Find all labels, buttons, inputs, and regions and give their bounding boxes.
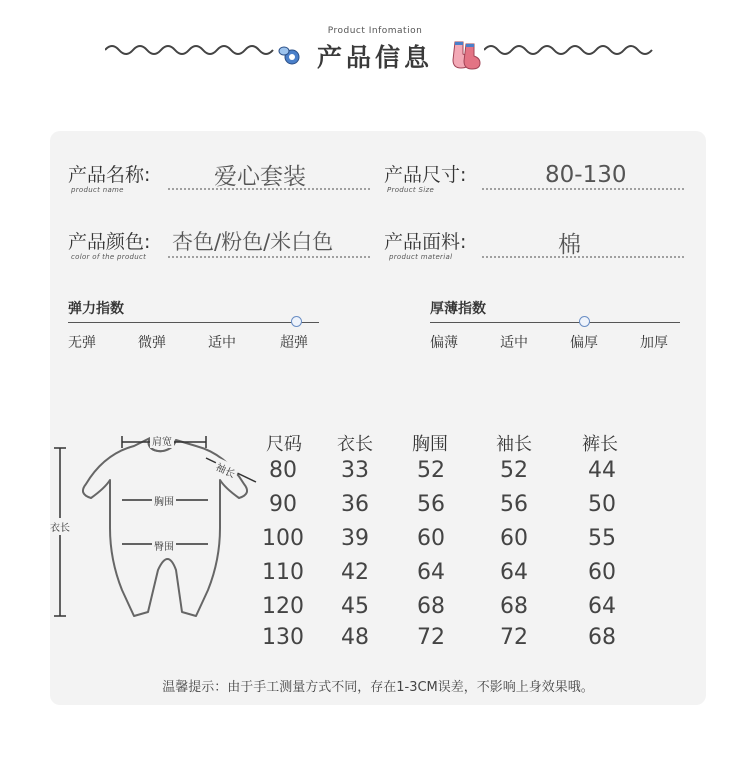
table-cell: 56 bbox=[417, 492, 445, 517]
product-name-underline bbox=[168, 188, 370, 190]
elasticity-indicator bbox=[291, 316, 302, 327]
elasticity-option: 超弹 bbox=[280, 335, 308, 351]
table-cell: 44 bbox=[588, 458, 616, 483]
pacifier-icon bbox=[276, 42, 302, 68]
product-color-value: 杏色/粉色/米白色 bbox=[172, 230, 334, 254]
table-cell: 50 bbox=[588, 492, 616, 517]
product-color-label: 产品颜色: bbox=[68, 231, 151, 253]
measurement-note: 温馨提示：由于手工测量方式不同，存在1-3CM误差，不影响上身效果哦。 bbox=[162, 680, 594, 695]
table-cell: 80 bbox=[269, 458, 297, 483]
table-cell: 72 bbox=[500, 625, 528, 650]
table-header: 尺码 bbox=[266, 434, 302, 455]
length-label: 衣长 bbox=[50, 518, 70, 535]
elasticity-option: 无弹 bbox=[68, 335, 96, 351]
product-size-underline bbox=[482, 188, 684, 190]
romper-diagram bbox=[50, 420, 265, 625]
table-cell: 48 bbox=[341, 625, 369, 650]
baby-socks-icon bbox=[449, 40, 481, 70]
page-title: 产品信息 bbox=[316, 43, 433, 72]
table-cell: 39 bbox=[341, 526, 369, 551]
hip-label: 臀围 bbox=[152, 538, 176, 553]
table-cell: 110 bbox=[262, 560, 304, 585]
table-header: 胸围 bbox=[412, 434, 448, 455]
product-size-label: 产品尺寸: bbox=[384, 164, 467, 186]
table-cell: 68 bbox=[500, 594, 528, 619]
table-cell: 64 bbox=[417, 560, 445, 585]
table-cell: 68 bbox=[588, 625, 616, 650]
table-cell: 45 bbox=[341, 594, 369, 619]
table-cell: 36 bbox=[341, 492, 369, 517]
table-cell: 56 bbox=[500, 492, 528, 517]
table-cell: 60 bbox=[417, 526, 445, 551]
chest-label: 胸围 bbox=[152, 493, 176, 508]
table-cell: 100 bbox=[262, 526, 304, 551]
thickness-title: 厚薄指数 bbox=[430, 301, 486, 317]
thickness-option: 适中 bbox=[500, 335, 528, 351]
wave-divider-right bbox=[484, 42, 656, 58]
product-name-label-en: product name bbox=[71, 186, 124, 194]
product-size-value: 80-130 bbox=[545, 162, 627, 188]
thickness-option: 偏厚 bbox=[570, 335, 598, 351]
table-cell: 52 bbox=[500, 458, 528, 483]
table-cell: 33 bbox=[341, 458, 369, 483]
product-color-underline bbox=[168, 256, 370, 258]
wave-divider-left bbox=[105, 42, 277, 58]
table-cell: 60 bbox=[500, 526, 528, 551]
elasticity-title: 弹力指数 bbox=[68, 301, 124, 317]
table-cell: 42 bbox=[341, 560, 369, 585]
thickness-track bbox=[430, 322, 680, 323]
product-color-label-en: color of the product bbox=[71, 253, 147, 261]
table-header: 袖长 bbox=[496, 434, 532, 455]
table-header: 裤长 bbox=[582, 434, 618, 455]
elasticity-option: 适中 bbox=[208, 335, 236, 351]
table-cell: 120 bbox=[262, 594, 304, 619]
elasticity-track bbox=[68, 322, 319, 323]
sleeve-label: 袖长 bbox=[212, 458, 240, 482]
product-size-label-en: Product Size bbox=[387, 186, 435, 194]
product-material-label-en: product material bbox=[389, 253, 453, 261]
table-cell: 64 bbox=[500, 560, 528, 585]
header-subtitle: Product Infomation bbox=[327, 26, 423, 36]
table-cell: 72 bbox=[417, 625, 445, 650]
product-name-label: 产品名称: bbox=[68, 164, 151, 186]
table-cell: 52 bbox=[417, 458, 445, 483]
product-material-label: 产品面料: bbox=[384, 231, 467, 253]
thickness-option: 加厚 bbox=[640, 335, 668, 351]
table-header: 衣长 bbox=[337, 434, 373, 455]
table-cell: 130 bbox=[262, 625, 304, 650]
product-name-value: 爱心套装 bbox=[214, 164, 306, 190]
product-material-underline bbox=[482, 256, 684, 258]
table-cell: 64 bbox=[588, 594, 616, 619]
table-cell: 90 bbox=[269, 492, 297, 517]
table-cell: 55 bbox=[588, 526, 616, 551]
product-material-value: 棉 bbox=[558, 232, 581, 258]
table-cell: 60 bbox=[588, 560, 616, 585]
thickness-option: 偏薄 bbox=[430, 335, 458, 351]
table-cell: 68 bbox=[417, 594, 445, 619]
shoulder-label: 肩宽 bbox=[150, 433, 174, 448]
thickness-indicator bbox=[579, 316, 590, 327]
elasticity-option: 微弹 bbox=[138, 335, 166, 351]
